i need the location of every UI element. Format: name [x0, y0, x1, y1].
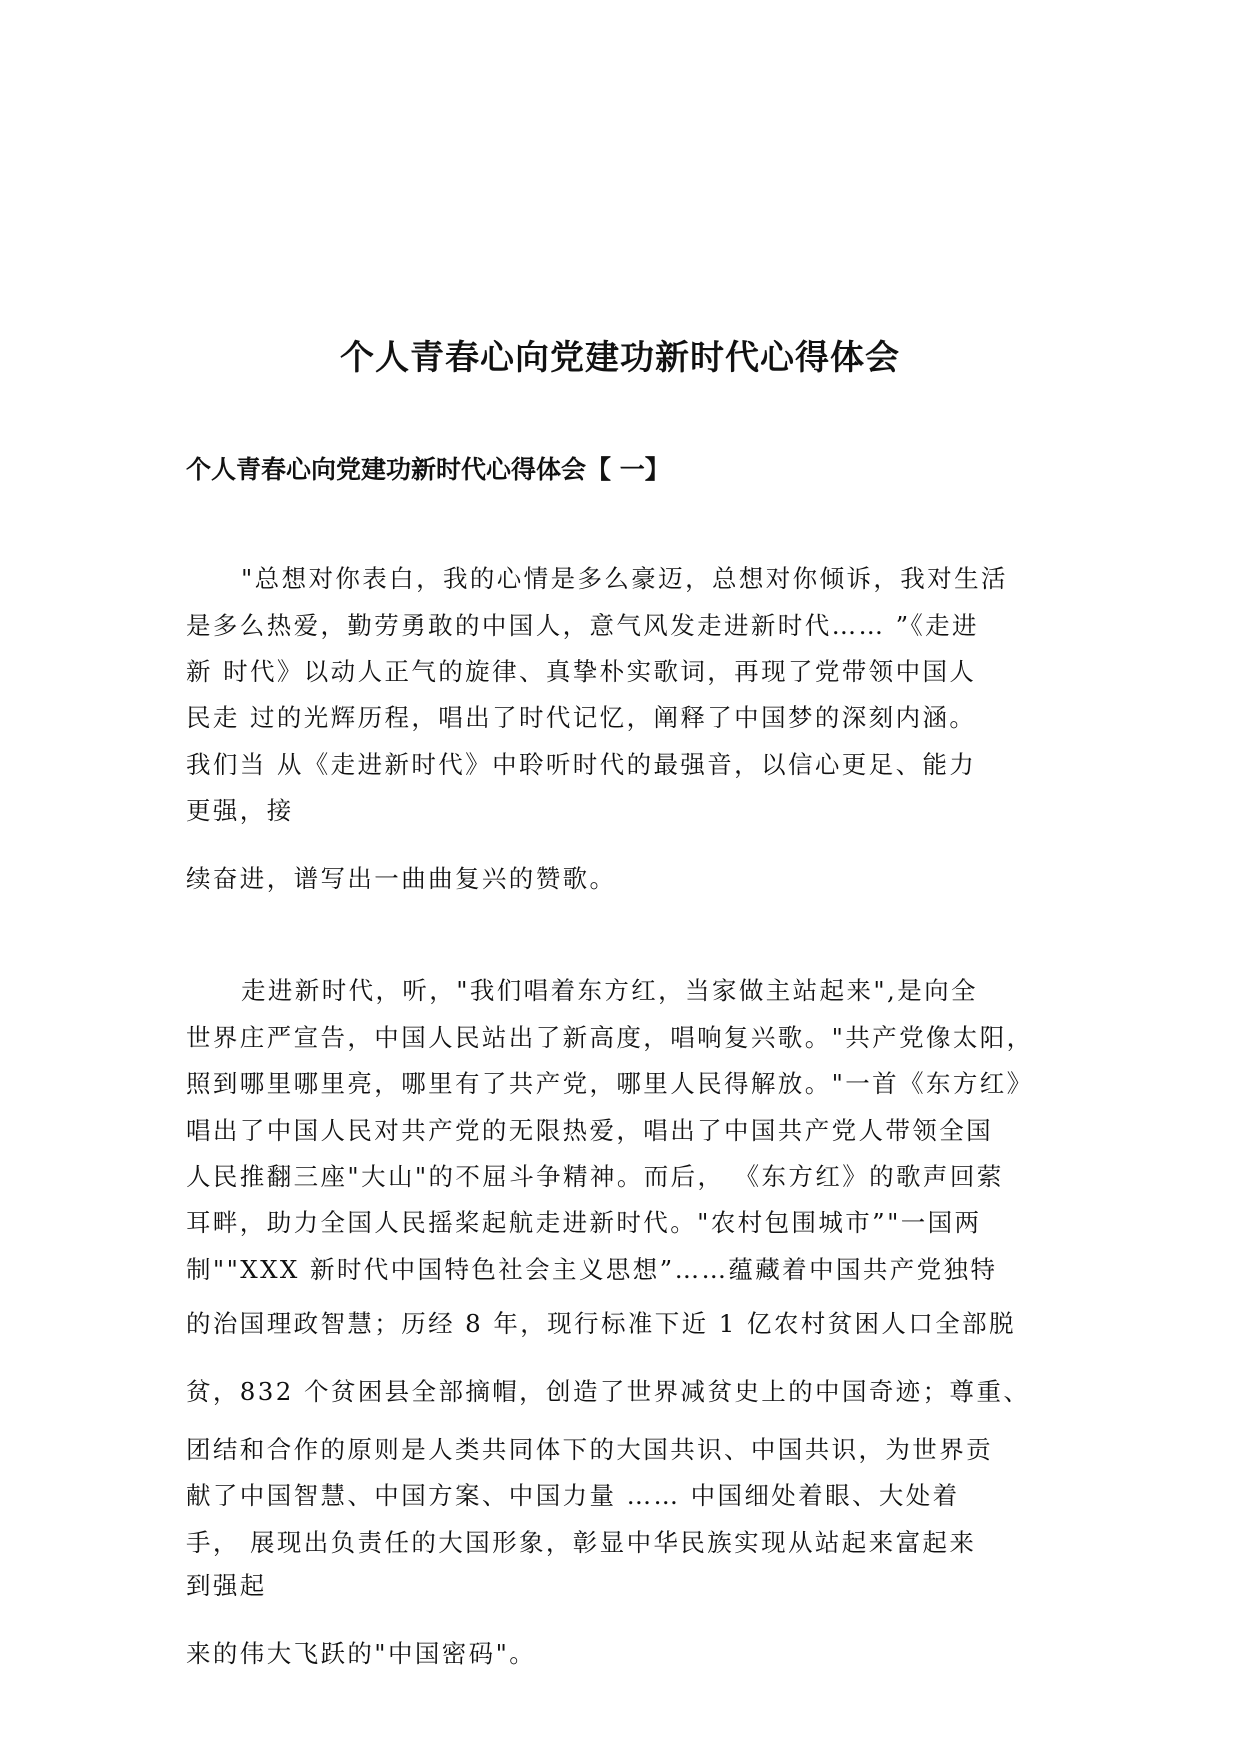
section-heading: 个人青春心向党建功新时代心得体会【 一】	[186, 455, 670, 484]
paragraph-line: 献了中国智慧、中国方案、中国力量 …… 中国细处着眼、大处着	[186, 1481, 960, 1510]
paragraph-line: 的治国理政智慧；历经 8 年，现行标准下近 1 亿农村贫困人口全部脱	[186, 1309, 1016, 1338]
paragraph-line: 新 时代》以动人正气的旋律、真挚朴实歌词，再现了党带领中国人	[186, 657, 977, 686]
paragraph-line: 耳畔，助力全国人民摇桨起航走进新时代。"农村包围城市”"一国两	[186, 1208, 982, 1237]
paragraph-line: 我们当 从《走进新时代》中聆听时代的最强音，以信心更足、能力	[186, 750, 977, 779]
paragraph-line: 来的伟大飞跃的"中国密码"。	[186, 1639, 537, 1668]
paragraph-line: 贫，832 个贫困县全部摘帽，创造了世界减贫史上的中国奇迹；尊重、	[186, 1377, 1031, 1406]
paragraph-line: 是多么热爱，勤劳勇敢的中国人，意气风发走进新时代…… ”《走进	[186, 611, 979, 640]
paragraph-line: 更强，接	[186, 796, 294, 825]
paragraph-line: 民走 过的光辉历程，唱出了时代记忆，阐释了中国梦的深刻内涵。	[186, 703, 977, 732]
paragraph-line: 制""XXX 新时代中国特色社会主义思想”……蕴藏着中国共产党独特	[186, 1255, 998, 1284]
paragraph-line: 唱出了中国人民对共产党的无限热爱，唱出了中国共产党人带领全国	[186, 1116, 993, 1145]
paragraph-line: 人民推翻三座"大山"的不屈斗争精神。而后， 《东方红》的歌声回萦	[186, 1162, 1004, 1191]
paragraph-line: 手， 展现出负责任的大国形象，彰显中华民族实现从站起来富起来	[186, 1528, 977, 1557]
paragraph-line: "总想对你表白，我的心情是多么豪迈，总想对你倾诉，我对生活	[241, 564, 1008, 593]
paragraph-line: 续奋进，谱写出一曲曲复兴的赞歌。	[186, 864, 617, 893]
paragraph-line: 走进新时代，听，"我们唱着东方红，当家做主站起来",是向全	[241, 976, 978, 1005]
document-title: 个人青春心向党建功新时代心得体会	[340, 338, 900, 378]
paragraph-line: 团结和合作的原则是人类共同体下的大国共识、中国共识，为世界贡	[186, 1435, 993, 1464]
paragraph-line: 到强起	[186, 1571, 267, 1600]
paragraph-line: 照到哪里哪里亮，哪里有了共产党，哪里人民得解放。"一首《东方红》	[186, 1069, 1034, 1098]
paragraph-line: 世界庄严宣告，中国人民站出了新高度，唱响复兴歌。"共产党像太阳，	[186, 1023, 1034, 1052]
